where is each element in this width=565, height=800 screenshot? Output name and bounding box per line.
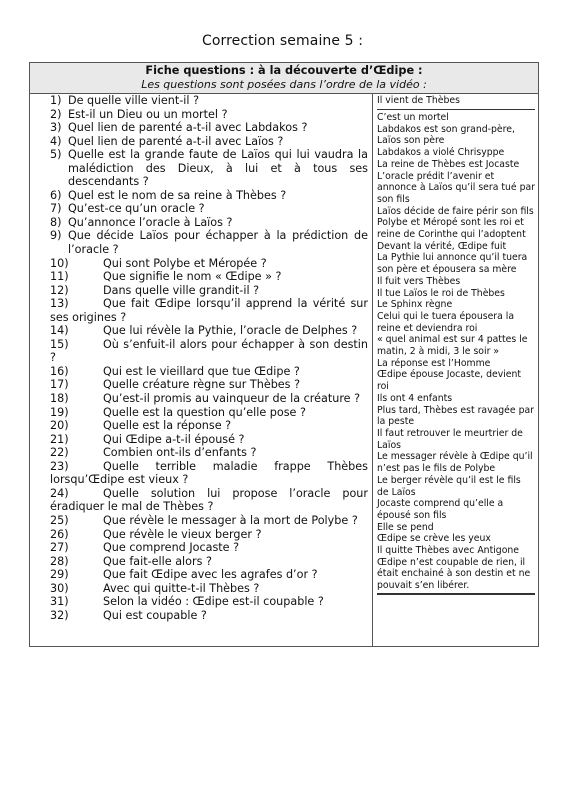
question-number: 5) — [50, 148, 62, 162]
question-text: Dans quelle ville grandit-il ? — [103, 283, 260, 297]
question-item — [50, 270, 368, 284]
question-text: Est-il un Dieu ou un mortel ? — [68, 107, 228, 121]
answer-item: Il tue Laïos le roi de Thèbes — [377, 287, 505, 299]
question-text: Qui sont Polybe et Méropée ? — [103, 256, 267, 270]
question-number: 12) — [50, 283, 69, 297]
question-number: 31) — [50, 595, 69, 609]
question-text: Quel est le nom de sa reine à Thèbes ? — [68, 188, 287, 202]
answers-end-rule — [377, 593, 535, 595]
question-text: Que décide Laïos pour échapper à la prédiction de l’oracle ? — [68, 229, 368, 257]
question-number: 9) — [50, 229, 62, 243]
question-text: Quelle est la grande faute de Laïos qui lui vaudra la malédiction des Dieux, à lui et à tous ses descendants ? — [68, 148, 368, 189]
question-number: 10) — [50, 256, 69, 270]
question-item — [50, 514, 368, 528]
answer-item: La reine de Thèbes est Jocaste — [377, 158, 520, 170]
question-item — [50, 555, 368, 569]
question-number: 22) — [50, 446, 69, 460]
answer-item: La Pythie lui annonce qu’il tuera son père et épousera sa mère — [377, 252, 528, 276]
question-number: 6) — [50, 188, 62, 202]
question-item — [50, 419, 368, 433]
question-item — [50, 338, 368, 365]
question-number: 19) — [50, 405, 69, 419]
question-number: 26) — [50, 527, 69, 541]
question-text: Quelle solution lui propose l’oracle pour éradiquer le mal de Thèbes ? — [50, 486, 368, 514]
question-item — [50, 229, 368, 256]
question-item — [50, 446, 368, 460]
answer-item: L’oracle prédit l’avenir et annonce à Laïos qu’il sera tué par son fils — [377, 170, 535, 205]
question-number: 32) — [50, 608, 69, 622]
question-item — [50, 202, 368, 216]
question-number: 20) — [50, 419, 69, 433]
question-number: 8) — [50, 215, 62, 229]
answer-item: Jocaste comprend qu’elle a épousé son fils — [377, 498, 504, 521]
question-number: 25) — [50, 513, 69, 527]
answer-item: Le messager révèle à Œdipe qu’il n’est pas le fils de Polybe — [377, 451, 533, 475]
question-item — [50, 257, 368, 271]
question-number: 11) — [50, 270, 69, 284]
question-number: 24) — [50, 486, 69, 500]
question-item — [50, 392, 368, 406]
sheet-subheading: Les questions sont posées dans l’ordre de la vidéo : — [141, 78, 427, 91]
question-item — [50, 378, 368, 392]
question-item — [50, 297, 368, 324]
question-item — [50, 284, 368, 298]
question-number: 16) — [50, 364, 69, 378]
question-text: De quelle ville vient-il ? — [68, 94, 200, 107]
sheet-heading: Fiche questions : à la découverte d’Œdipe : — [145, 64, 423, 77]
answer-item: C’est un mortel — [377, 112, 449, 123]
question-item — [50, 541, 368, 555]
question-number: 18) — [50, 392, 69, 406]
answer-item: Il vient de Thèbes — [377, 95, 535, 110]
question-text: Qu’est-il promis au vainqueur de la créature ? — [103, 392, 361, 406]
question-sheet — [29, 62, 539, 647]
question-item — [50, 568, 368, 582]
answer-item: Il faut retrouver le meurtrier de Laïos — [377, 427, 523, 451]
question-number: 1) — [50, 94, 62, 107]
sheet-body — [30, 94, 538, 646]
answer-item: Labdakos a violé Chrisyppe — [377, 147, 505, 159]
question-text: Quelle est la question qu’elle pose ? — [103, 405, 306, 419]
question-text: Que fait Œdipe lorsqu’il apprend la vérité sur ses origines ? — [50, 297, 368, 324]
question-text: Quelle est la réponse ? — [103, 419, 232, 433]
question-item — [50, 528, 368, 542]
question-text: Quel lien de parenté a-t-il avec Laïos ? — [68, 134, 284, 148]
answer-item: Le berger révèle qu’il est le fils de Laïos — [377, 474, 521, 498]
question-number: 29) — [50, 568, 69, 582]
answer-item: Ils ont 4 enfants — [377, 392, 453, 404]
question-number: 3) — [50, 121, 62, 135]
answer-item: Polybe et Méropé sont les roi et reine de Corinthe qui l’adoptent — [377, 217, 526, 241]
answer-item: Œdipe se crève les yeux — [377, 533, 491, 545]
question-number: 7) — [50, 202, 62, 216]
question-item — [50, 582, 368, 596]
question-text: Qui est le vieillard que tue Œdipe ? — [103, 364, 300, 378]
question-item — [50, 609, 368, 623]
questions-column — [30, 94, 372, 622]
question-text: Que comprend Jocaste ? — [103, 541, 240, 555]
question-item — [50, 108, 368, 122]
question-number: 13) — [50, 297, 69, 311]
question-number: 23) — [50, 459, 69, 473]
question-number: 4) — [50, 134, 62, 148]
question-text: Que fait Œdipe avec les agrafes d’or ? — [103, 568, 318, 582]
question-item — [50, 365, 368, 379]
question-text: Que fait-elle alors ? — [103, 554, 212, 568]
question-item — [50, 595, 368, 609]
answer-item: Il fuit vers Thèbes — [377, 275, 461, 287]
question-text: Quel lien de parenté a-t-il avec Labdakos ? — [68, 121, 308, 135]
question-item — [50, 433, 368, 447]
question-text: Que révèle le vieux berger ? — [103, 527, 262, 541]
question-item — [50, 324, 368, 338]
question-text: Que révèle le messager à la mort de Polybe ? — [103, 513, 358, 527]
column-divider — [372, 94, 373, 646]
question-number: 27) — [50, 541, 69, 555]
question-text: Qu’est-ce qu’un oracle ? — [68, 202, 205, 216]
question-text: Où s’enfuit-il alors pour échapper à son destin ? — [50, 337, 368, 365]
answer-item: Devant la vérité, Œdipe fuit — [377, 240, 507, 252]
question-number: 21) — [50, 432, 69, 446]
sheet-header — [30, 63, 538, 94]
answer-item: Labdakos est son grand-père, Laïos son père — [377, 123, 515, 147]
answers-column — [377, 95, 535, 595]
question-item — [50, 487, 368, 514]
question-text: Qui Œdipe a-t-il épousé ? — [103, 432, 245, 446]
question-item — [50, 406, 368, 420]
question-item — [50, 94, 368, 108]
question-text: Quelle terrible maladie frappe Thèbes lorsqu’Œdipe est vieux ? — [50, 459, 368, 487]
question-item — [50, 121, 368, 135]
question-text: Qui est coupable ? — [103, 608, 207, 622]
answer-item: Celui qui le tuera épousera la reine et deviendra roi — [377, 310, 515, 334]
question-item — [50, 148, 368, 189]
question-number: 2) — [50, 107, 62, 121]
answer-item: Œdipe n’est coupable de rien, il était enchainé à son destin et ne pouvait s’en libérer. — [377, 556, 531, 592]
answer-item: Laïos décide de faire périr son fils — [377, 205, 534, 217]
question-text: Combien ont-ils d’enfants ? — [103, 446, 257, 460]
question-number: 28) — [50, 554, 69, 568]
answer-item: Plus tard, Thèbes est ravagée par la peste — [377, 404, 535, 428]
question-item — [50, 189, 368, 203]
question-text: Avec qui quitte-t-il Thèbes ? — [103, 581, 260, 595]
question-text: Selon la vidéo : Œdipe est-il coupable ? — [103, 595, 324, 609]
question-item — [50, 460, 368, 487]
question-item — [50, 135, 368, 149]
answer-item: Œdipe épouse Jocaste, devient roi — [377, 369, 522, 393]
question-text: Qu’annonce l’oracle à Laïos ? — [68, 215, 233, 229]
answer-item: « quel animal est sur 4 pattes le matin, 2 à midi, 3 le soir » — [377, 334, 528, 358]
question-item — [50, 216, 368, 230]
page-title: Correction semaine 5 : — [201, 33, 364, 49]
question-number: 17) — [50, 378, 69, 392]
question-text: Quelle créature règne sur Thèbes ? — [103, 378, 301, 392]
question-number: 30) — [50, 581, 69, 595]
answer-item: La réponse est l’Homme — [377, 357, 491, 369]
question-text: Que lui révèle la Pythie, l’oracle de Delphes ? — [103, 324, 358, 338]
question-number: 15) — [50, 337, 69, 351]
question-text: Que signifie le nom « Œdipe » ? — [103, 270, 282, 284]
question-number: 14) — [50, 324, 69, 338]
answer-item: Elle se pend — [377, 521, 434, 533]
answer-item: Le Sphinx règne — [377, 299, 453, 311]
answer-item: Il quitte Thèbes avec Antigone — [377, 545, 519, 557]
